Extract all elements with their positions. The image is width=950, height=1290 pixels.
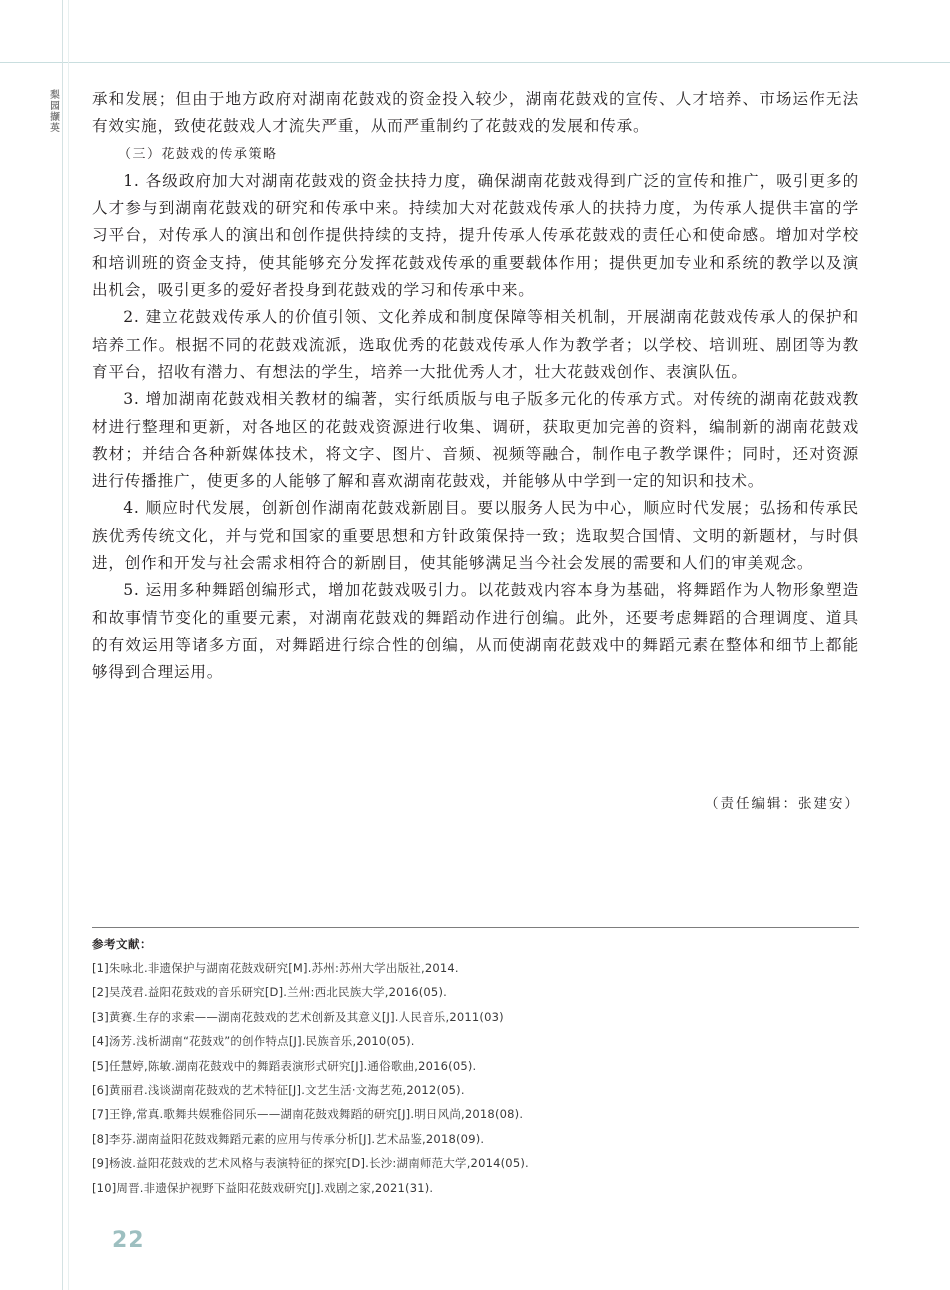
paragraph-strategy-4: 4. 顺应时代发展，创新创作湖南花鼓戏新剧目。要以服务人民为中心，顺应时代发展；弘扬和传承民族优秀传统文化，并与党和国家的重要思想和方针政策保持一致；选取契合国情、文明的新题材，与时俱进，创作和开发与社会需求相符合的新剧目，使其能够满足当今社会发展的需要和人们的审美观念。 xyxy=(92,499,859,573)
references-list xyxy=(92,956,859,1200)
section-side-label: 梨园撷英 xyxy=(50,90,60,134)
page-number: 22 xyxy=(112,1228,145,1253)
reference-item: [1]朱咏北.非遗保护与湖南花鼓戏研究[M].苏州:苏州大学出版社,2014. xyxy=(92,961,459,975)
reference-item: [2]吴茂君.益阳花鼓戏的音乐研究[D].兰州:西北民族大学,2016(05). xyxy=(92,985,447,1000)
reference-item: [8]李芬.湖南益阳花鼓戏舞蹈元素的应用与传承分析[J].艺术品鉴,2018(09). xyxy=(92,1131,485,1146)
references-section xyxy=(92,934,859,1200)
margin-rule xyxy=(62,0,63,1290)
paragraph-strategy-3: 3. 增加湖南花鼓戏相关教材的编著，实行纸质版与电子版多元化的传承方式。对传统的湖南花鼓戏教材进行整理和更新，对各地区的花鼓戏资源进行收集、调研，获取更加完善的资料，编制新的湖南花鼓戏教材；并结合各种新媒体技术，将文字、图片、音频、视频等融合，制作电子教学课件；同时，还对资源进行传播推广，使更多的人能够了解和喜欢湖南花鼓戏，并能够从中学到一定的知识和技术。 xyxy=(92,390,859,491)
references-divider xyxy=(92,927,859,928)
responsible-editor: （责任编辑：张建安） xyxy=(705,796,860,812)
paragraph-strategy-1: 1. 各级政府加大对湖南花鼓戏的资金扶持力度，确保湖南花鼓戏得到广泛的宣传和推广，吸引更多的人才参与到湖南花鼓戏的研究和传承中来。持续加大对花鼓戏传承人的扶持力度，为传承人提供丰富的学习平台，对传承人的演出和创作提供持续的支持，提升传承人传承花鼓戏的责任心和使命感。增加对学校和培训班的资金支持，使其能够充分发挥花鼓戏传承的重要载体作用；提供更加专业和系统的教学以及演出机会，吸引更多的爱好者投身到花鼓戏的学习和传承中来。 xyxy=(92,171,859,300)
reference-item: [4]汤芳.浅析湖南“花鼓戏”的创作特点[J].民族音乐,2010(05). xyxy=(92,1034,415,1049)
reference-item: [5]任慧婷,陈敏.湖南花鼓戏中的舞蹈表演形式研究[J].通俗歌曲,2016(05). xyxy=(92,1058,477,1073)
paragraph-strategy-5: 5. 运用多种舞蹈创编形式，增加花鼓戏吸引力。以花鼓戏内容本身为基础，将舞蹈作为人物形象塑造和故事情节变化的重要元素，对湖南花鼓戏的舞蹈动作进行创编。此外，还要考虑舞蹈的合理调度、道具的有效运用等诸多方面，对舞蹈进行综合性的创编，从而使湖南花鼓戏中的舞蹈元素在整体和细节上都能够得到合理运用。 xyxy=(92,581,859,682)
reference-item: [3]黄赛.生存的求索——湖南花鼓戏的艺术创新及其意义[J].人民音乐,2011(03) xyxy=(92,1009,504,1024)
paragraph-strategy-2: 2. 建立花鼓戏传承人的价值引领、文化养成和制度保障等相关机制，开展湖南花鼓戏传承人的保护和培养工作。根据不同的花鼓戏流派，选取优秀的花鼓戏传承人作为教学者；以学校、培训班、剧团等为教育平台，招收有潜力、有想法的学生，培养一大批优秀人才，壮大花鼓戏创作、表演队伍。 xyxy=(92,308,859,381)
margin-rule-inner xyxy=(68,0,69,1290)
section-subheading: （三）花鼓戏的传承策略 xyxy=(118,146,278,162)
reference-item: [6]黄丽君.浅谈湖南花鼓戏的艺术特征[J].文艺生活·文海艺苑,2012(05). xyxy=(92,1083,465,1098)
references-title: 参考文献： xyxy=(92,937,152,951)
paragraph-continued: 承和发展；但由于地方政府对湖南花鼓戏的资金投入较少，湖南花鼓戏的宣传、人才培养、市场运作无法有效实施，致使花鼓戏人才流失严重，从而严重制约了花鼓戏的发展和传承。 xyxy=(92,90,859,136)
article-body xyxy=(92,86,859,687)
reference-item: [7]王铮,常真.歌舞共娱雅俗同乐——湖南花鼓戏舞蹈的研究[J].明日风尚,2018(08). xyxy=(92,1107,524,1122)
reference-item: [9]杨波.益阳花鼓戏的艺术风格与表演特征的探究[D].长沙:湖南师范大学,2014(05). xyxy=(92,1156,529,1171)
reference-item: [10]周晋.非遗保护视野下益阳花鼓戏研究[J].戏剧之家,2021(31). xyxy=(92,1180,434,1195)
page-header-band xyxy=(0,0,950,63)
